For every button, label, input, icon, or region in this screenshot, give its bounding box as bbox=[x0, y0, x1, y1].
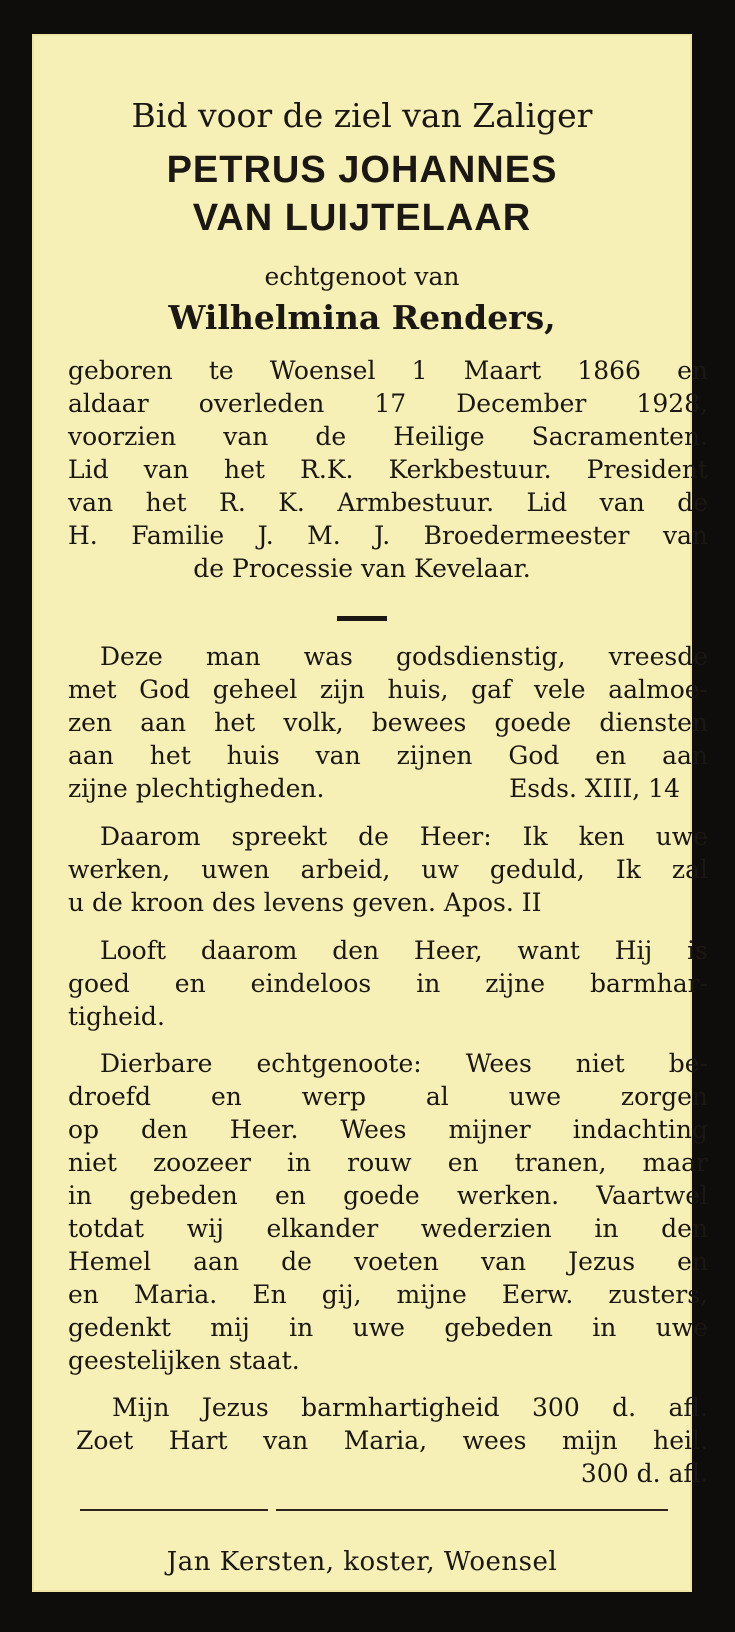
paragraph-line: en Maria. En gij, mijne Eerw. zusters, bbox=[68, 1280, 708, 1309]
indulgence-line: 300 d. afl. bbox=[580, 1459, 708, 1488]
paragraph-line: u de kroon des levens geven. Apos. II bbox=[68, 888, 542, 917]
footer-rule-left bbox=[80, 1509, 268, 1511]
memorial-card bbox=[32, 34, 708, 1592]
biography-line: aldaar overleden 17 December 1928, bbox=[68, 389, 708, 418]
biography-line: de Processie van Kevelaar. bbox=[193, 554, 531, 583]
paragraph-line: zen aan het volk, bewees goede diensten bbox=[68, 708, 708, 737]
prayer-heading: Bid voor de ziel van Zaliger bbox=[131, 96, 593, 135]
paragraph-line: zijne plechtigheden. bbox=[68, 774, 325, 803]
paragraph-line: Deze man was godsdienstig, vreesde bbox=[100, 642, 708, 671]
section-divider bbox=[337, 616, 387, 621]
paragraph-line: op den Heer. Wees mijner indachting bbox=[68, 1115, 708, 1144]
deceased-name-line-2: VAN LUIJTELAAR bbox=[192, 197, 532, 239]
paragraph-line: Looft daarom den Heer, want Hij is bbox=[100, 936, 708, 965]
paragraph-line: geestelijken staat. bbox=[68, 1346, 300, 1375]
paragraph-line: totdat wij elkander wederzien in den bbox=[68, 1214, 708, 1243]
paragraph-line: gedenkt mij in uwe gebeden in uwe bbox=[68, 1313, 708, 1342]
paragraph-line: niet zoozeer in rouw en tranen, maar bbox=[68, 1148, 708, 1177]
paragraph-line: goed en eindeloos in zijne barmhar- bbox=[68, 969, 708, 998]
biography-line: geboren te Woensel 1 Maart 1866 en bbox=[68, 356, 708, 385]
spouse-intro: echtgenoot van bbox=[264, 262, 460, 291]
paragraph-line: tigheid. bbox=[68, 1002, 165, 1031]
paragraph-line: met God geheel zijn huis, gaf vele aalmoe- bbox=[68, 675, 708, 704]
indulgence-line: Zoet Hart van Maria, wees mijn heil. bbox=[76, 1426, 708, 1455]
paragraph-line: Dierbare echtgenoote: Wees niet be- bbox=[100, 1049, 708, 1078]
footer-rule-right bbox=[276, 1509, 668, 1511]
biography-line: H. Familie J. M. J. Broedermeester van bbox=[68, 521, 708, 550]
paragraph-line: in gebeden en goede werken. Vaartwel bbox=[68, 1181, 708, 1210]
printer-credit: Jan Kersten, koster, Woensel bbox=[166, 1547, 558, 1577]
spouse-name: Wilhelmina Renders, bbox=[168, 298, 556, 337]
paragraph-line: Daarom spreekt de Heer: Ik ken uwe bbox=[100, 822, 708, 851]
biography-line: van het R. K. Armbestuur. Lid van de bbox=[68, 488, 708, 517]
indulgence-line: Mijn Jezus barmhartigheid 300 d. afl. bbox=[112, 1393, 708, 1422]
paragraph-line: aan het huis van zijnen God en aan bbox=[68, 741, 708, 770]
paragraph-line: Hemel aan de voeten van Jezus en bbox=[68, 1247, 708, 1276]
paragraph-line: werken, uwen arbeid, uw geduld, Ik zal bbox=[68, 855, 708, 884]
scripture-reference: Esds. XIII, 14 bbox=[509, 774, 680, 803]
biography-line: Lid van het R.K. Kerkbestuur. President bbox=[68, 455, 708, 484]
biography-line: voorzien van de Heilige Sacramenten. bbox=[68, 422, 708, 451]
paragraph-line: droefd en werp al uwe zorgen bbox=[68, 1082, 708, 1111]
deceased-name-line-1: PETRUS JOHANNES bbox=[166, 149, 558, 191]
